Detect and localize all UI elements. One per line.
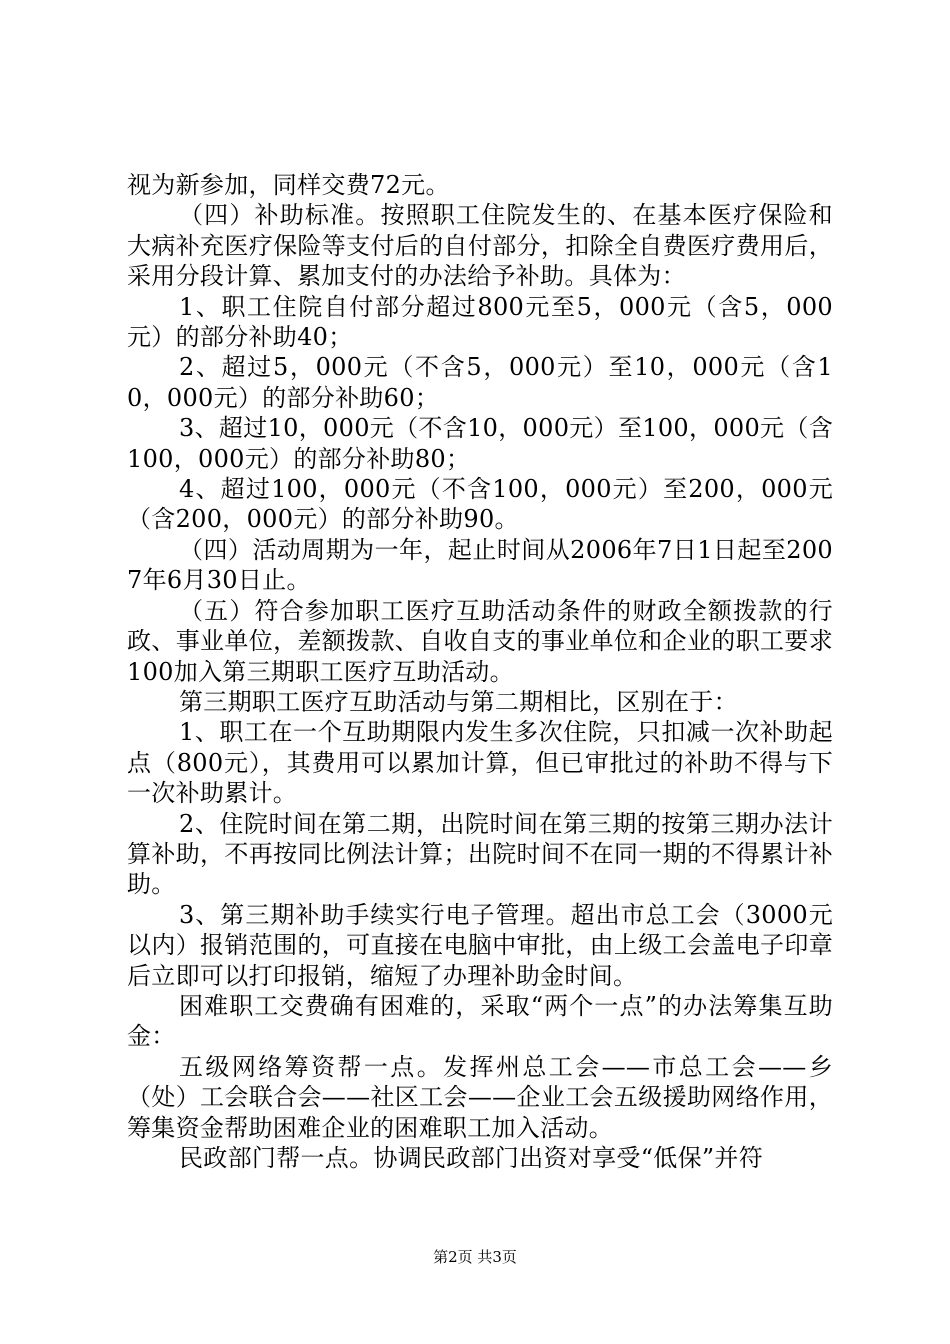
page-footer: 第2页 共3页 [433,1248,517,1266]
paragraph-difference-1: 1、职工在一个互助期限内发生多次住院，只扣减一次补助起点（800元），其费用可以累加计算，但已审批过的补助不得与下一次补助累计。 [127,718,833,808]
document-body [127,170,833,1173]
paragraph-hardship-intro: 困难职工交费确有困难的，采取“两个一点”的办法筹集互助金： [127,991,833,1051]
paragraph-tier-2: 2、超过5，000元（不含5，000元）至10，000元（含10，000元）的部分补助60； [127,353,833,412]
paragraph-civil-affairs: 民政部门帮一点。协调民政部门出资对享受“低保”并符 [179,1144,764,1172]
paragraph-difference-2: 2、住院时间在第二期，出院时间在第三期的按第三期办法计算补助，不再按同比例法计算；出院时间不在同一期的不得累计补助。 [127,809,833,899]
paragraph-subsidy-standard: （四）补助标准。按照职工住院发生的、在基本医疗保险和大病补充医疗保险等支付后的自付部分，扣除全自费医疗费用后，采用分段计算、累加支付的办法给予补助。具体为： [127,201,833,291]
paragraph-differences-intro: 第三期职工医疗互助活动与第二期相比，区别在于： [179,687,738,716]
paragraph-tier-1: 1、职工住院自付部分超过800元至5，000元（含5，000元）的部分补助40； [127,292,833,352]
paragraph-tier-3: 3、超过10，000元（不含10，000元）至100，000元（含100，000元）的部分补助80； [127,414,833,473]
paragraph-difference-3: 3、第三期补助手续实行电子管理。超出市总工会（3000元以内）报销范围的，可直接在电脑中审批，由上级工会盖电子印章后立即可以打印报销，缩短了办理补助金时间。 [127,900,833,990]
paragraph-eligibility: （五）符合参加职工医疗互助活动条件的财政全额拨款的行政、事业单位，差额拨款、自收自支的事业单位和企业的职工要求100加入第三期职工医疗互助活动。 [127,596,833,686]
paragraph-tier-4: 4、超过100，000元（不含100，000元）至200，000元（含200，000元）的部分补助90。 [127,475,833,534]
paragraph-continuation: 视为新参加，同样交费72元。 [127,171,450,199]
paragraph-activity-period: （四）活动周期为一年，起止时间从2006年7日1日起至2007年6月30日止。 [127,535,833,595]
paragraph-network-funding: 五级网络筹资帮一点。发挥州总工会——市总工会——乡（处）工会联合会——社区工会——企业工会五级援助网络作用，筹集资金帮助困难企业的困难职工加入活动。 [127,1052,833,1142]
